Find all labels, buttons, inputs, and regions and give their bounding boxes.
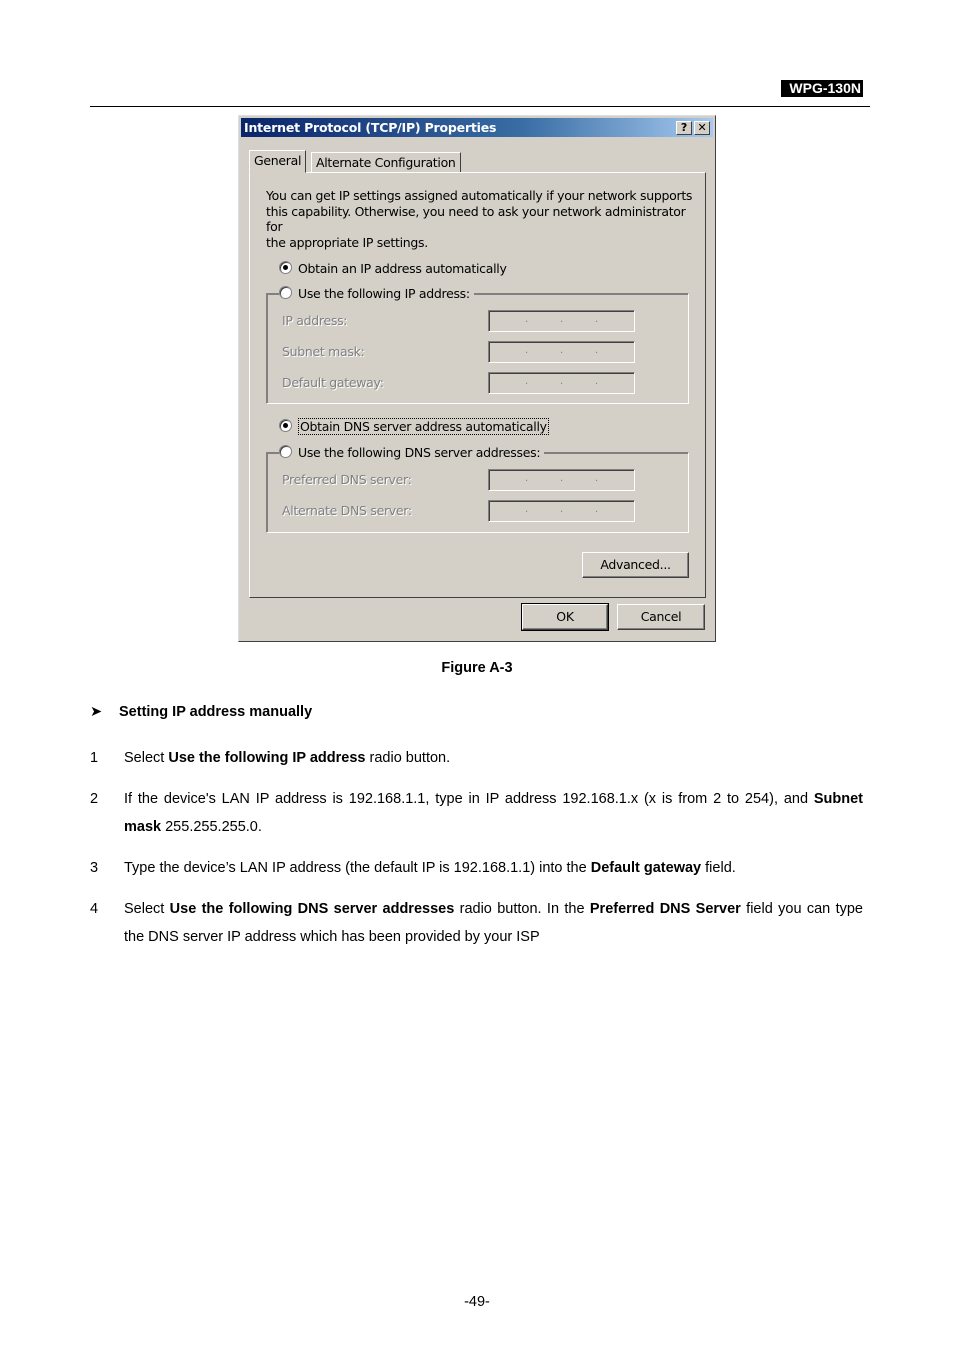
radio-unchecked-icon [279, 445, 292, 458]
default-gateway-label: Default gateway: [282, 375, 384, 390]
alternate-dns-input[interactable]: . . . [488, 500, 635, 522]
step-text [124, 744, 863, 772]
arrow-bullet-icon: ➤ [90, 704, 103, 720]
dns-manual-label: Use the following DNS server addresses: [298, 445, 541, 460]
ok-button[interactable]: OK [522, 604, 608, 630]
subnet-mask-input[interactable]: . . . [488, 341, 635, 363]
radio-checked-icon [279, 419, 292, 432]
alternate-dns-label: Alternate DNS server: [282, 503, 412, 518]
header-rule [90, 106, 870, 107]
intro-line-2: this capability. Otherwise, you need to ask your network administrator for [266, 203, 686, 234]
step-run: field. [701, 860, 736, 876]
intro-line-1: You can get IP settings assigned automatically if your network supports [266, 188, 693, 203]
tab-general-label: General [254, 153, 302, 168]
step-number: 4 [90, 901, 99, 917]
step-run: Type the device’s LAN IP address (the default IP is 192.168.1.1) into the [124, 860, 591, 876]
section-heading [90, 704, 312, 720]
step-4 [90, 895, 863, 951]
ip-manual-radio[interactable] [279, 286, 474, 302]
intro-text [266, 188, 696, 250]
section-heading-text: Setting IP address manually [119, 704, 313, 720]
figure-caption: Figure A-3 [441, 660, 513, 676]
radio-checked-icon [279, 261, 292, 274]
ip-address-label: IP address: [282, 313, 348, 328]
dns-manual-radio[interactable] [279, 445, 544, 461]
dialog-title: Internet Protocol (TCP/IP) Properties [244, 120, 497, 135]
default-gateway-input[interactable]: . . . [488, 372, 635, 394]
tcpip-properties-dialog [238, 115, 716, 642]
step-emphasis: Use the following DNS server addresses [169, 901, 455, 917]
step-number: 3 [90, 860, 99, 876]
step-number: 2 [90, 791, 99, 807]
step-run: field you can type the DNS server IP address which has been provided by your ISP [124, 901, 863, 945]
dialog-titlebar [241, 118, 713, 137]
close-button[interactable]: ✕ [694, 121, 710, 135]
preferred-dns-input[interactable]: . . . [488, 469, 635, 491]
step-text [124, 895, 863, 951]
step-run: radio button. [365, 750, 451, 766]
step-run: If the device's LAN IP address is 192.168.1.1, type in IP address 192.168.1.x (x is from 2 to 254), and [124, 791, 814, 807]
step-emphasis: Default gateway [590, 860, 702, 876]
help-button[interactable]: ? [676, 121, 692, 135]
dns-auto-label: Obtain DNS server address automatically [300, 419, 547, 434]
step-text [124, 854, 863, 882]
preferred-dns-label: Preferred DNS server: [282, 472, 412, 487]
dns-auto-radio[interactable] [279, 419, 553, 435]
step-run: Select [124, 901, 170, 917]
step-emphasis: Use the following IP address [168, 750, 366, 766]
step-2 [90, 785, 863, 841]
model-badge: WPG-130N [781, 80, 863, 97]
step-run: radio button. In the [454, 901, 590, 917]
cancel-button[interactable]: Cancel [617, 604, 705, 630]
page-number: -49- [464, 1294, 490, 1310]
step-3 [90, 854, 863, 882]
step-1 [90, 744, 863, 772]
step-text [124, 785, 863, 841]
tab-alternate-label: Alternate Configuration [316, 155, 456, 170]
ip-address-input[interactable]: . . . [488, 310, 635, 332]
step-run: 255.255.255.0. [161, 819, 262, 835]
advanced-button[interactable]: Advanced... [582, 552, 689, 578]
step-emphasis: Subnet mask [124, 791, 863, 835]
step-emphasis: Preferred DNS Server [589, 901, 741, 917]
tab-general[interactable] [249, 150, 306, 173]
intro-line-3: the appropriate IP settings. [266, 234, 428, 250]
tab-alternate-configuration[interactable] [311, 152, 461, 172]
step-run: Select [124, 750, 169, 766]
radio-unchecked-icon [279, 286, 292, 299]
ip-auto-radio[interactable] [279, 261, 511, 277]
ip-manual-label: Use the following IP address: [298, 286, 470, 301]
step-number: 1 [90, 750, 99, 766]
subnet-mask-label: Subnet mask: [282, 344, 365, 359]
ip-auto-label: Obtain an IP address automatically [298, 261, 507, 276]
